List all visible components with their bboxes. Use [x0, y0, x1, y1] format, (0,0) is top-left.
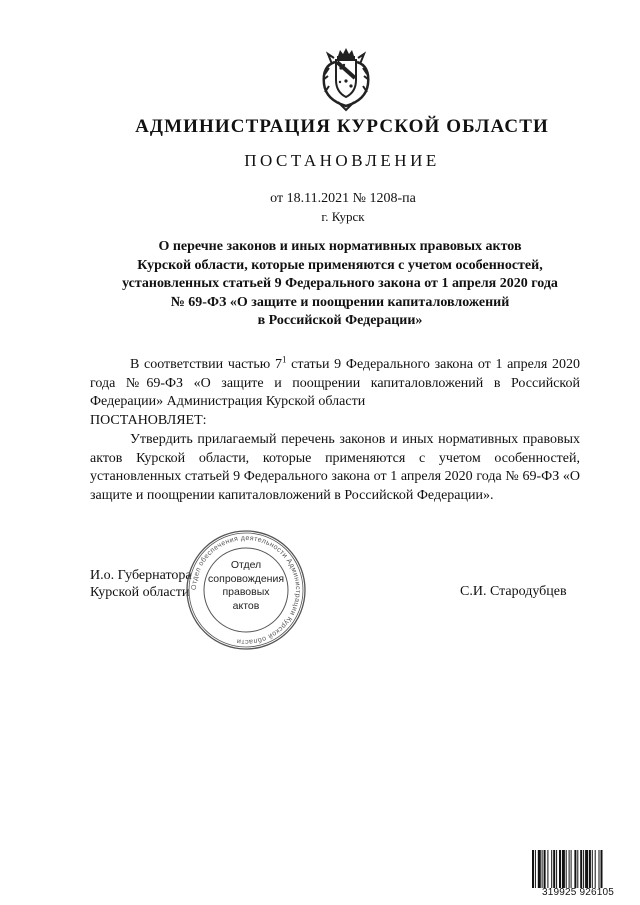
stamp-center-text	[207, 559, 285, 613]
paragraph-text: В соответствии частью 7	[130, 357, 282, 372]
body-paragraph-2: Утвердить прилагаемый перечень законов и иных нормативных правовых актов Курской области, которые применяются с учетом особенностей, установленных статьей 9 Федерального закона от 1 апреля 2020 года № 69-ФЗ «О защите и поощрении капиталовложений в Российской Федерации».	[90, 431, 580, 503]
position-line: Курской области	[90, 585, 190, 600]
signatory-name: С.И. Стародубцев	[460, 584, 567, 599]
document-date-number: от 18.11.2021 № 1208-па	[270, 191, 416, 206]
stamp-line: Отдел	[230, 559, 262, 571]
signatory-position	[90, 567, 192, 601]
decree-word: ПОСТАНОВЛЯЕТ:	[90, 413, 207, 429]
superscript-index: 1	[281, 354, 287, 365]
heading-line: в Российской Федерации»	[257, 313, 423, 329]
barcode	[532, 850, 624, 888]
barcode-number: 319925 926105	[541, 887, 615, 898]
document-type: ПОСТАНОВЛЕНИЕ	[244, 151, 440, 170]
heading-line: установленных статьей 9 Федерального закона от 1 апреля 2020 года	[122, 276, 558, 292]
position-line: И.о. Губернатора	[90, 568, 192, 583]
heading-line: Курской области, которые применяются с учетом особенностей,	[137, 257, 543, 273]
stamp-line: актов	[232, 599, 260, 612]
stamp-line: правовых	[222, 586, 270, 598]
stamp-line: сопровождения	[207, 572, 285, 585]
organization-title: АДМИНИСТРАЦИЯ КУРСКОЙ ОБЛАСТИ	[135, 116, 549, 137]
paragraph-text: статьи 9 Федерального закона от 1 апреля 2020 года №69-ФЗ «О защите и поощрении капиталовложений в Российской Федерации» Администрация Курской области	[90, 357, 580, 410]
coat-of-arms-icon	[310, 44, 382, 116]
heading-line: № 69-ФЗ «О защите и поощрении капиталовложений	[170, 294, 510, 310]
body-paragraph-1	[90, 356, 580, 412]
heading-line: О перечне законов и иных нормативных правовых актов	[158, 239, 522, 254]
document-city: г. Курск	[321, 209, 365, 224]
document-body	[90, 356, 580, 506]
document-heading	[90, 238, 590, 331]
stamp-ring-text: Отдел обеспечения деятельности Администрации Курской области	[190, 534, 302, 646]
